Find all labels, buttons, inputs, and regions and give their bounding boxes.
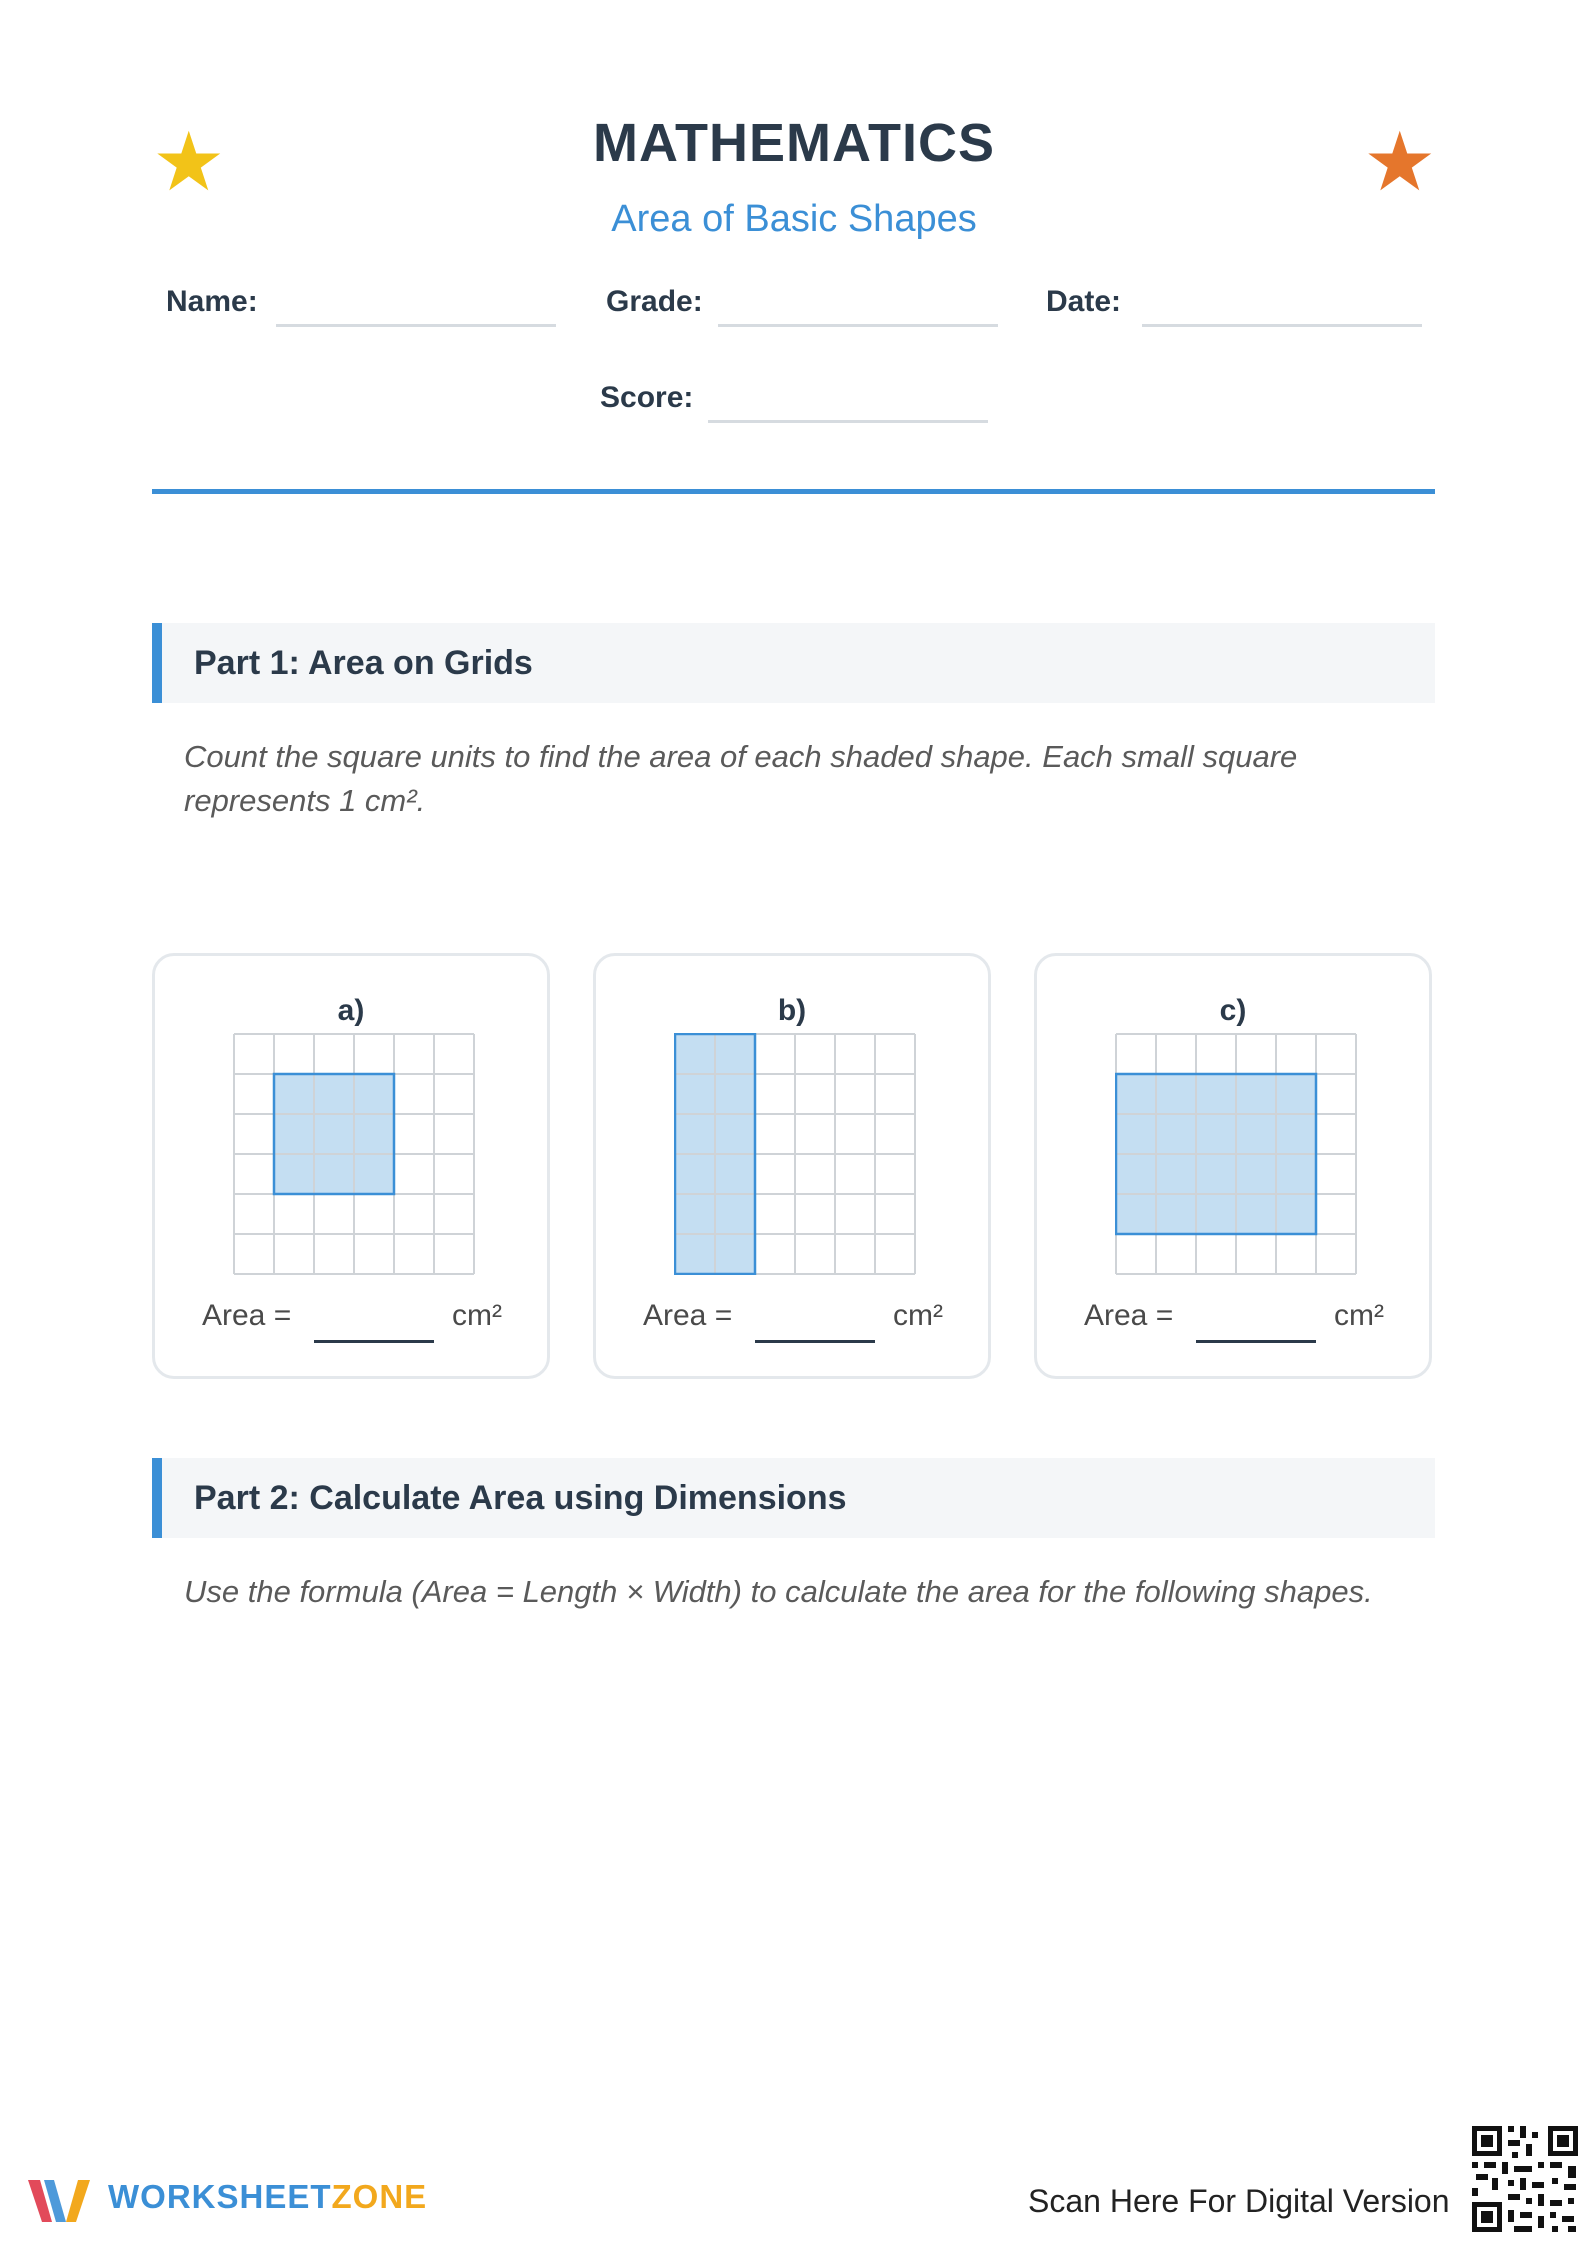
area-label: Area = [202,1299,292,1332]
answer-blank[interactable] [755,1340,875,1343]
page-subtitle: Area of Basic Shapes [611,198,977,240]
unit-label: cm² [452,1299,502,1332]
brand-part2: ZONE [331,2178,428,2215]
problem-label: c) [1219,994,1247,1027]
page-title: MATHEMATICS [593,113,995,173]
scan-text: Scan Here For Digital Version [1028,2183,1450,2219]
area-grid [233,1033,475,1275]
answer-blank[interactable] [1196,1340,1316,1343]
brand-wordmark [108,2178,427,2216]
brand-part1: WORKSHEET [108,2178,332,2215]
unit-label: cm² [1334,1299,1384,1332]
problem-card-b [593,953,991,1379]
section-title: Part 1: Area on Grids [194,644,533,682]
section-header-part1 [152,623,1435,703]
answer-blank[interactable] [314,1340,434,1343]
name-label: Name: [166,285,258,318]
area-grid [1115,1033,1357,1275]
section-header-part2 [152,1458,1435,1538]
header-divider [152,489,1435,494]
area-grid [674,1033,916,1275]
star-icon-left: ★ [152,117,226,208]
worksheetzone-logo-icon [22,2170,102,2230]
qr-code-icon[interactable] [1468,2122,1582,2236]
score-label: Score: [600,381,694,414]
part2-instructions: Use the formula (Area = Length × Width) to calculate the area for the following shapes. [184,1574,1373,1609]
section-title: Part 2: Calculate Area using Dimensions [194,1479,847,1517]
shaded-region [274,1074,394,1194]
date-field[interactable] [1142,324,1422,327]
date-label: Date: [1046,285,1122,318]
name-field[interactable] [276,324,556,327]
star-icon-right: ★ [1363,117,1437,208]
problem-label: a) [337,994,365,1027]
part1-instructions: Count the square units to find the area of each shaded shape. Each small square represents 1 cm². [184,739,1298,818]
grade-label: Grade: [606,285,703,318]
problem-label: b) [777,994,807,1027]
grade-field[interactable] [718,324,998,327]
score-field[interactable] [708,420,988,423]
area-label: Area = [1084,1299,1174,1332]
problem-card-c [1034,953,1432,1379]
area-label: Area = [643,1299,733,1332]
problem-card-a [152,953,550,1379]
unit-label: cm² [893,1299,943,1332]
